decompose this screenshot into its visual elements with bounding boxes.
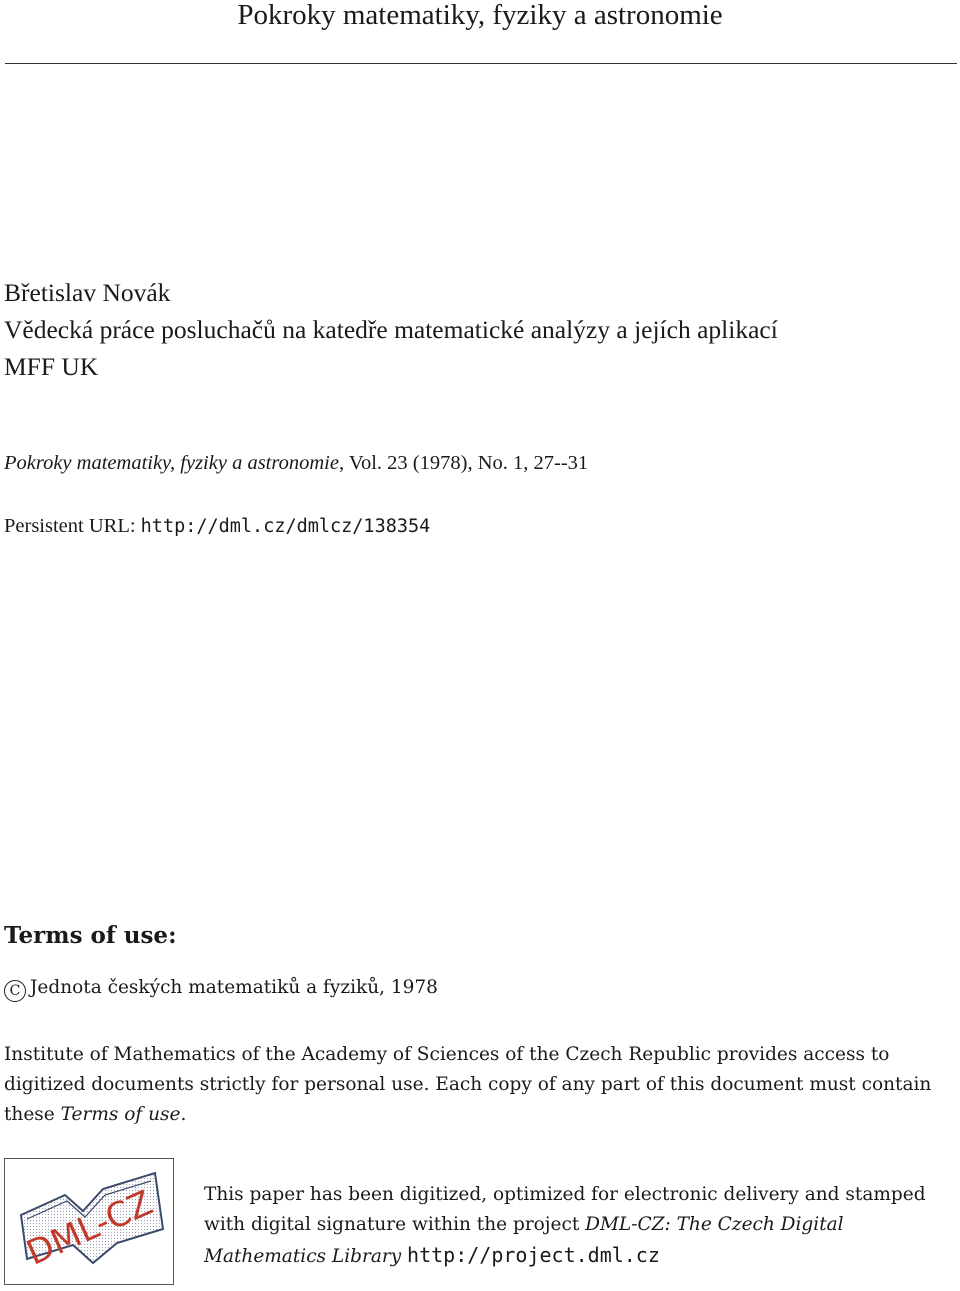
terms-text-end: .	[180, 1104, 187, 1125]
citation-details: , Vol. 23 (1978), No. 1, 27--31	[338, 452, 589, 474]
copyright-icon: C	[4, 980, 26, 1002]
article-title-line-1: Vědecká práce posluchačů na katedře matematické analýzy a jejích aplikací	[4, 315, 778, 344]
citation	[4, 452, 588, 475]
digitization-note	[204, 1180, 956, 1272]
terms-heading: Terms of use:	[4, 922, 177, 949]
copyright-text: Jednota českých matematiků a fyziků, 1978	[30, 977, 438, 998]
terms-text-main: Institute of Mathematics of the Academy of Sciences of the Czech Republic provides access to digitized documents strictly for personal use. Each copy of any part of this document must contain these	[4, 1044, 932, 1125]
persistent-url-label: Persistent URL:	[4, 515, 141, 537]
article-title-line-2: MFF UK	[4, 352, 99, 381]
journal-header-title: Pokroky matematiky, fyziky a astronomie	[237, 0, 723, 31]
citation-journal: Pokroky matematiky, fyziky a astronomie	[4, 452, 339, 474]
terms-paragraph	[4, 1040, 956, 1130]
project-url-link[interactable]: http://project.dml.cz	[407, 1243, 660, 1267]
digitization-text: This paper has been digitized, optimized for electronic delivery and stamped with digital signature within the project	[204, 1184, 926, 1235]
author-name: Břetislav Novák	[4, 278, 171, 307]
dml-cz-logo-icon	[5, 1159, 173, 1284]
terms-text-italic: Terms of use	[60, 1104, 181, 1125]
persistent-url-line	[4, 515, 430, 538]
logo-text: DML-CZ	[20, 1182, 159, 1274]
project-name: DML-CZ: The Czech Digital Mathematics Library	[204, 1214, 844, 1267]
persistent-url-link[interactable]: http://dml.cz/dmlcz/138354	[140, 516, 431, 537]
header-divider	[5, 63, 957, 64]
dml-cz-logo	[4, 1158, 174, 1285]
copyright-line	[4, 977, 438, 1002]
